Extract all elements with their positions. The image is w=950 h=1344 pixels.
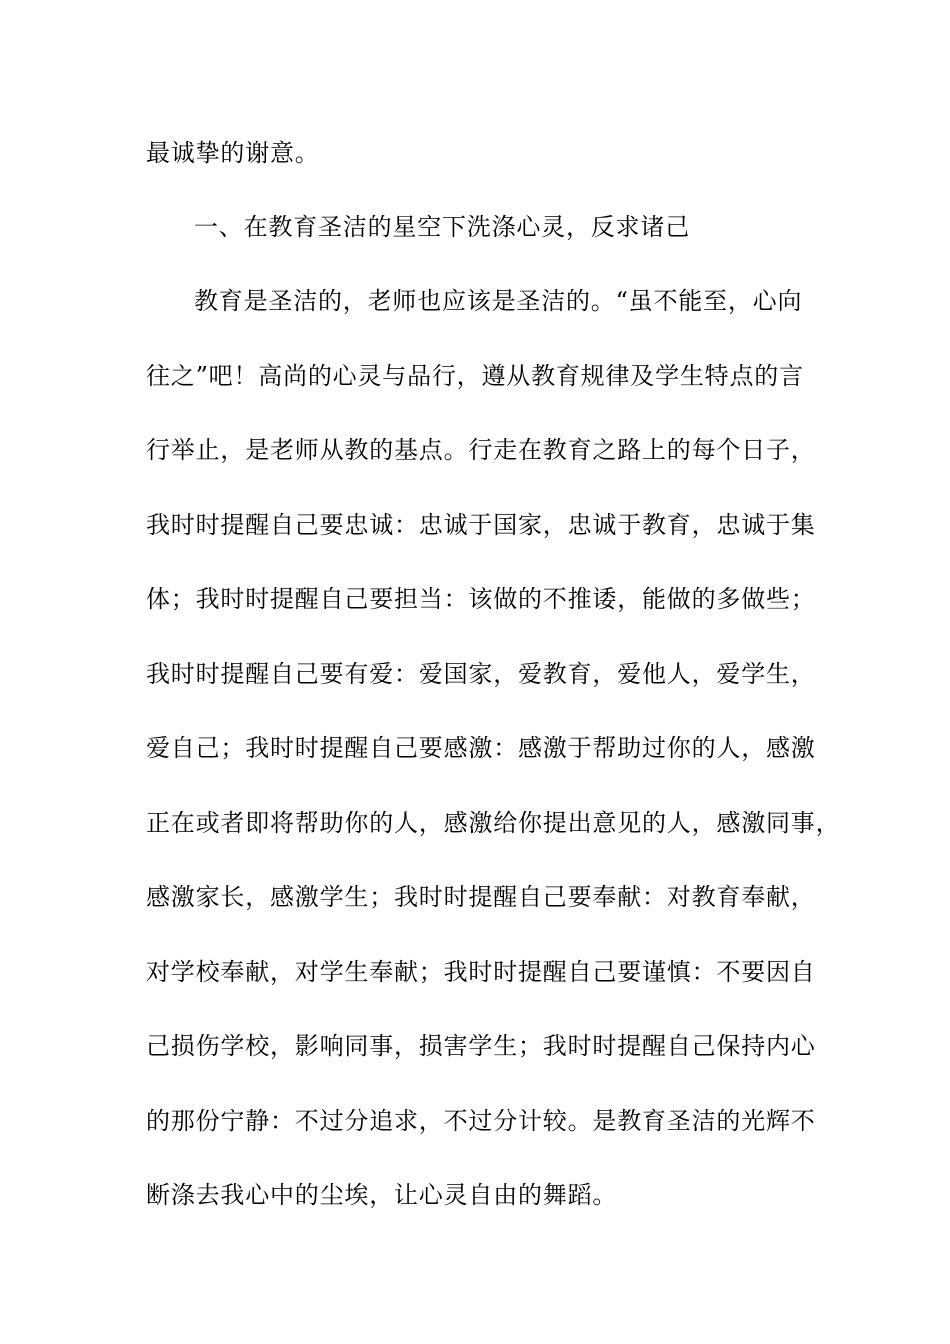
text-line: 体；我时时提醒自己要担当：该做的不推诿，能做的多做些； — [146, 585, 816, 613]
text-line: 行举止，是老师从教的基点。行走在教育之路上的每个日子， — [146, 436, 816, 464]
text-line: 教育是圣洁的，老师也应该是圣洁的。“虽不能至，心向 — [194, 287, 803, 315]
section-heading: 一、在教育圣洁的星空下洗涤心灵，反求诸己 — [194, 213, 690, 241]
text-line: 往之”吧！高尚的心灵与品行，遵从教育规律及学生特点的言 — [146, 362, 804, 390]
text-line: 感激家长，感激学生；我时时提醒自己要奉献：对教育奉献， — [146, 883, 816, 911]
text-line: 断涤去我心中的尘埃，让心灵自由的舞蹈。 — [146, 1181, 618, 1209]
text-line: 我时时提醒自己要忠诚：忠诚于国家，忠诚于教育，忠诚于集 — [146, 511, 816, 539]
text-line: 最诚挚的谢意。 — [146, 139, 320, 167]
text-line: 爱自己；我时时提醒自己要感激：感激于帮助过你的人，感激 — [146, 734, 816, 762]
text-line: 的那份宁静：不过分追求，不过分计较。是教育圣洁的光辉不 — [146, 1107, 816, 1135]
text-line: 正在或者即将帮助你的人，感激给你提出意见的人，感激同事， — [146, 809, 841, 837]
text-line: 我时时提醒自己要有爱：爱国家，爱教育，爱他人，爱学生， — [146, 660, 816, 688]
text-line: 己损伤学校，影响同事，损害学生；我时时提醒自己保持内心 — [146, 1032, 816, 1060]
text-line: 对学校奉献，对学生奉献；我时时提醒自己要谨慎：不要因自 — [146, 958, 816, 986]
